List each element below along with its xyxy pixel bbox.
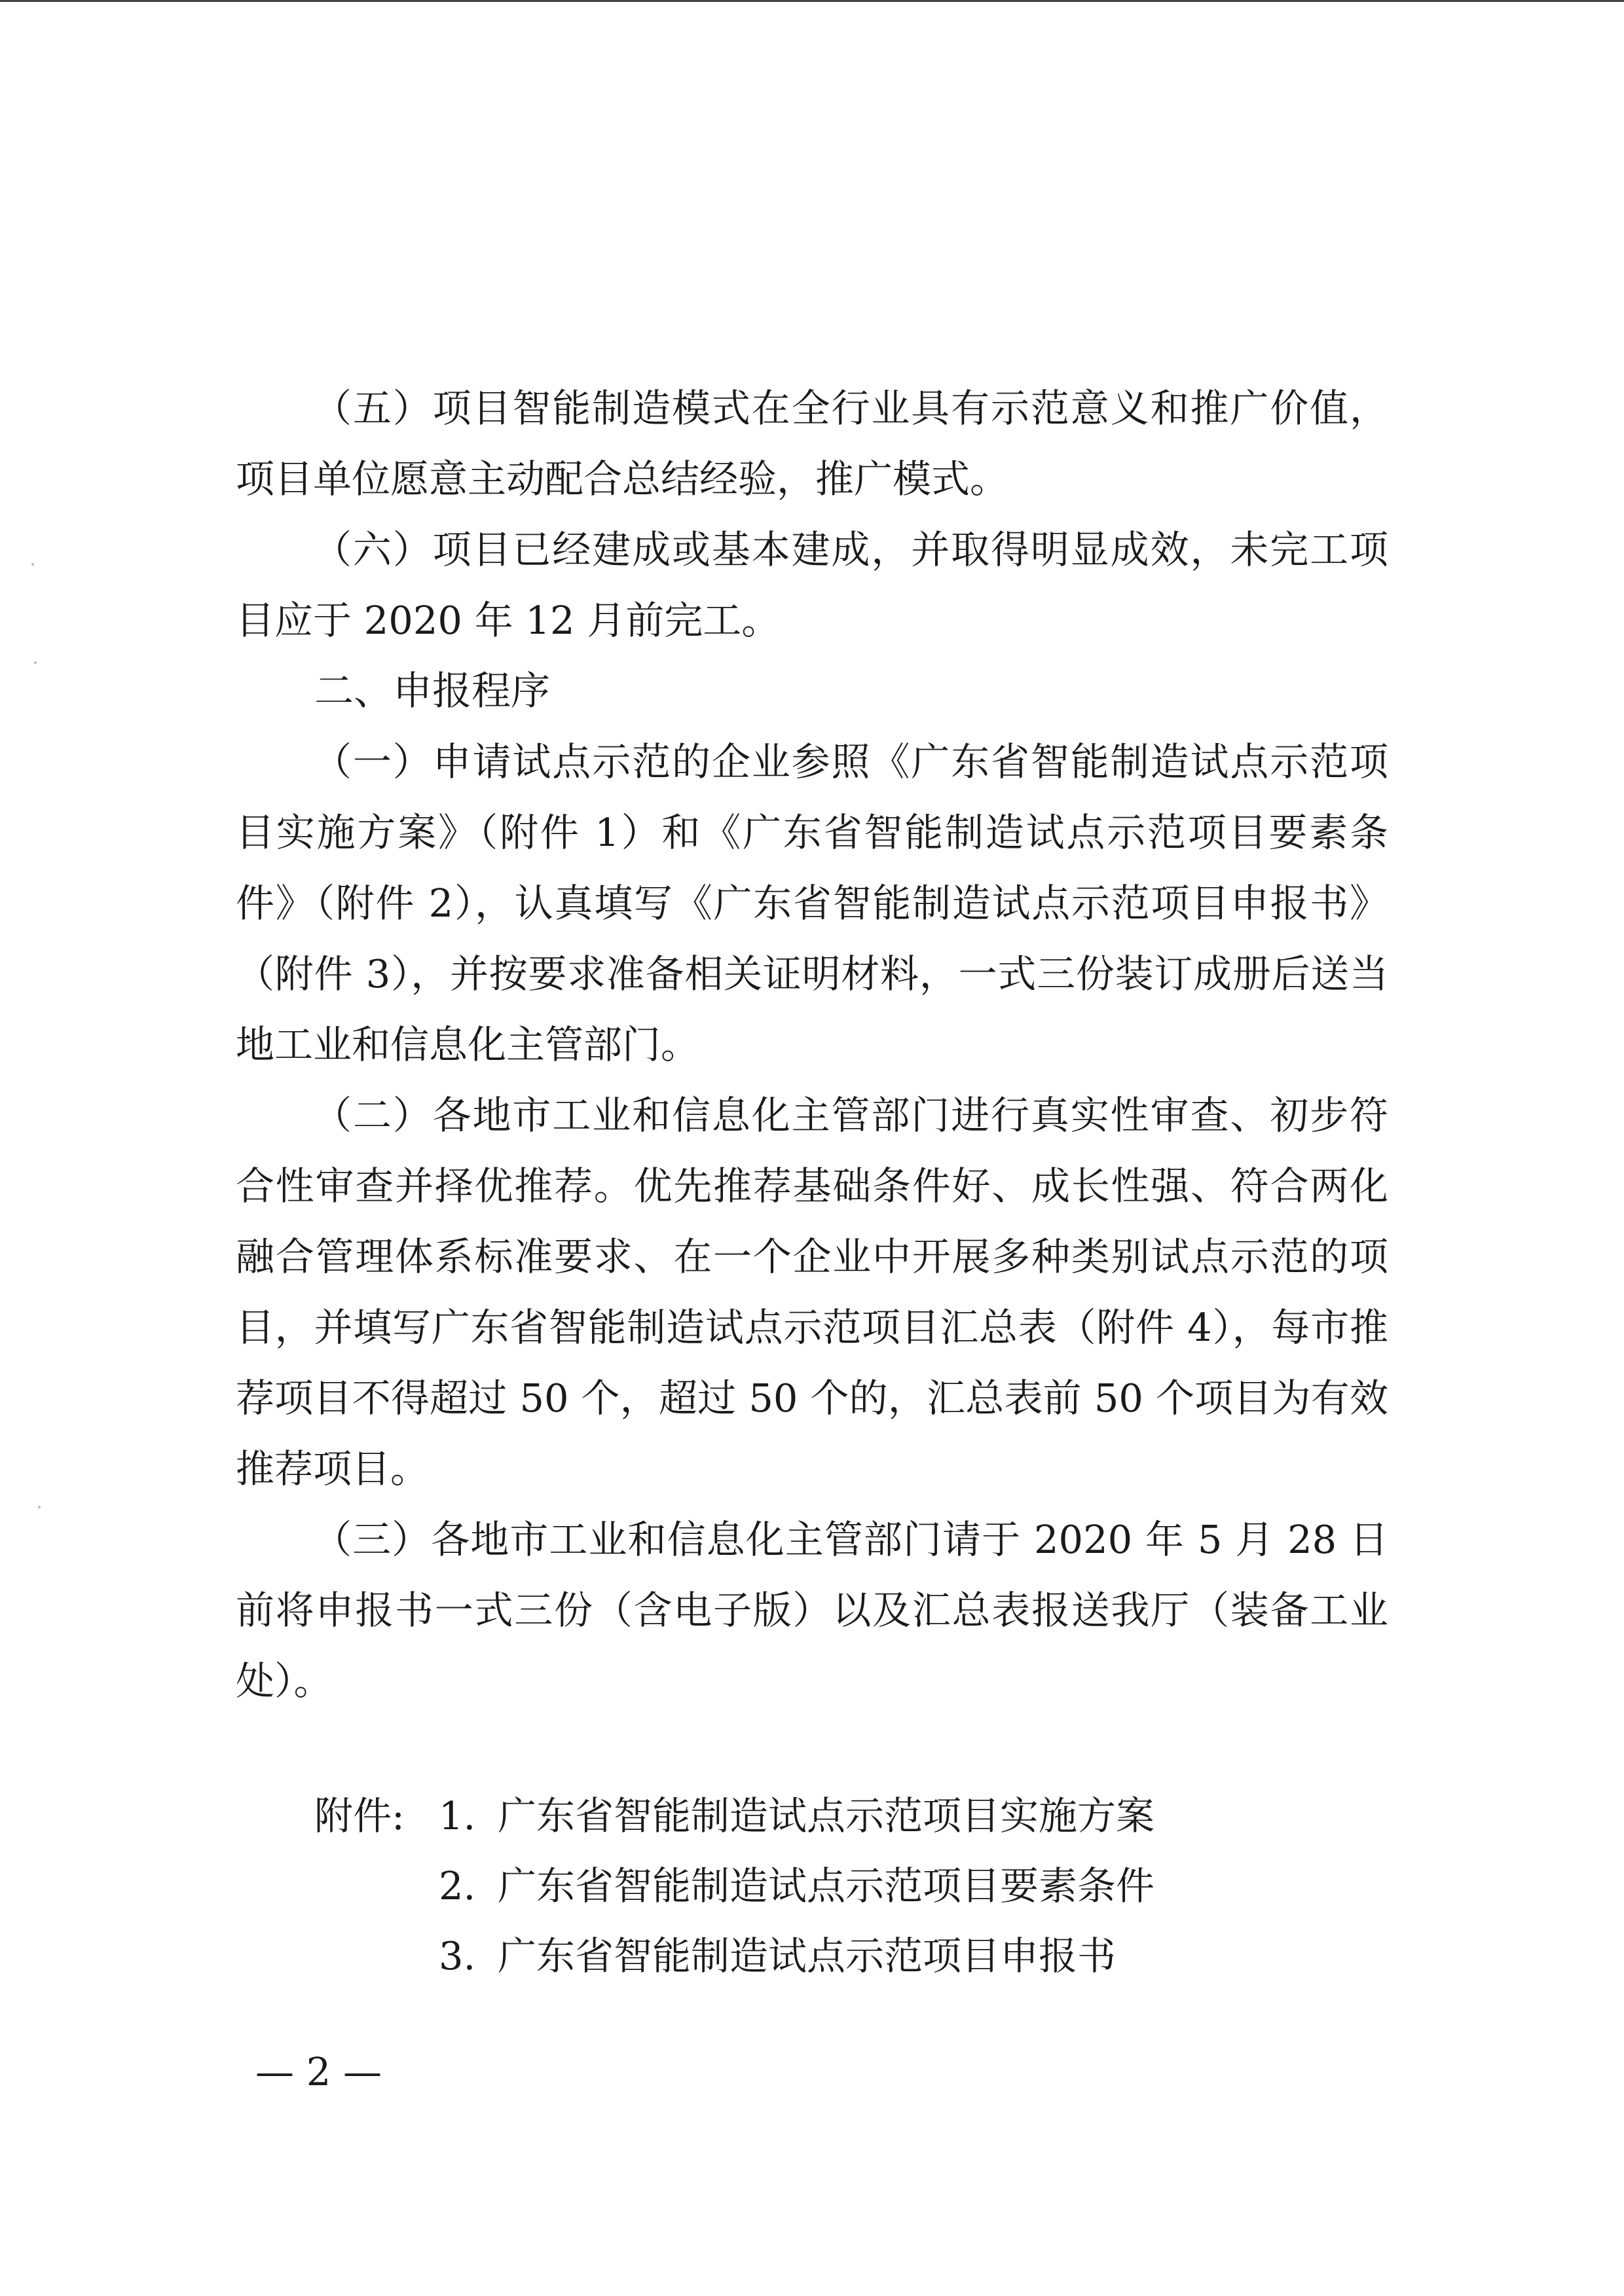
paragraph-step-1: （一）申请试点示范的企业参照《广东省智能制造试点示范项目实施方案》（附件 1）和《广东省智能制造试点示范项目要素条件》（附件 2），认真填写《广东省智能制造试点示范项目申报书》（附件 3），并按要求准备相关证明材料，一式三份装订成册后送当地工业和信息化主管部门。 [236, 739, 1388, 1067]
attachment-row [314, 1851, 1388, 1921]
page-number: — 2 — [255, 2049, 382, 2094]
attachment-row [314, 1781, 1388, 1851]
attachment-title: 广东省智能制造试点示范项目实施方案 [498, 1793, 1155, 1838]
attachment-number: 3. [439, 1933, 476, 1978]
scan-speck [38, 1506, 41, 1508]
attachments-label: 附件: [314, 1793, 405, 1838]
page-top-border [0, 0, 1624, 2]
scan-speck [31, 563, 34, 566]
attachment-title: 广东省智能制造试点示范项目申报书 [498, 1933, 1116, 1978]
scan-speck [34, 661, 37, 664]
attachments-list [314, 1781, 1388, 1991]
attachment-title: 广东省智能制造试点示范项目要素条件 [498, 1863, 1155, 1908]
document-body [236, 373, 1388, 1717]
paragraph-item-6: （六）项目已经建成或基本建成，并取得明显成效，未完工项目应于 2020 年 12 月前完工。 [236, 527, 1388, 643]
paragraph-item-5: （五）项目智能制造模式在全行业具有示范意义和推广价值，项目单位愿意主动配合总结经验，推广模式。 [236, 386, 1388, 501]
paragraph-step-2: （二）各地市工业和信息化主管部门进行真实性审查、初步符合性审查并择优推荐。优先推荐基础条件好、成长性强、符合两化融合管理体系标准要求、在一个企业中开展多种类别试点示范的项目，并填写广东省智能制造试点示范项目汇总表（附件 4），每市推荐项目不得超过 50 个，超过 50 个的，汇总表前 50 个项目为有效推荐项目。 [236, 1093, 1388, 1491]
paragraph-step-3: （三）各地市工业和信息化主管部门请于 2020 年 5 月 28 日前将申报书一式三份（含电子版）以及汇总表报送我厅（装备工业处）。 [236, 1517, 1388, 1704]
attachment-number: 2. [439, 1863, 476, 1908]
attachment-number: 1. [439, 1793, 476, 1838]
section-heading: 二、申报程序 [314, 668, 550, 714]
attachment-row [314, 1921, 1388, 1991]
